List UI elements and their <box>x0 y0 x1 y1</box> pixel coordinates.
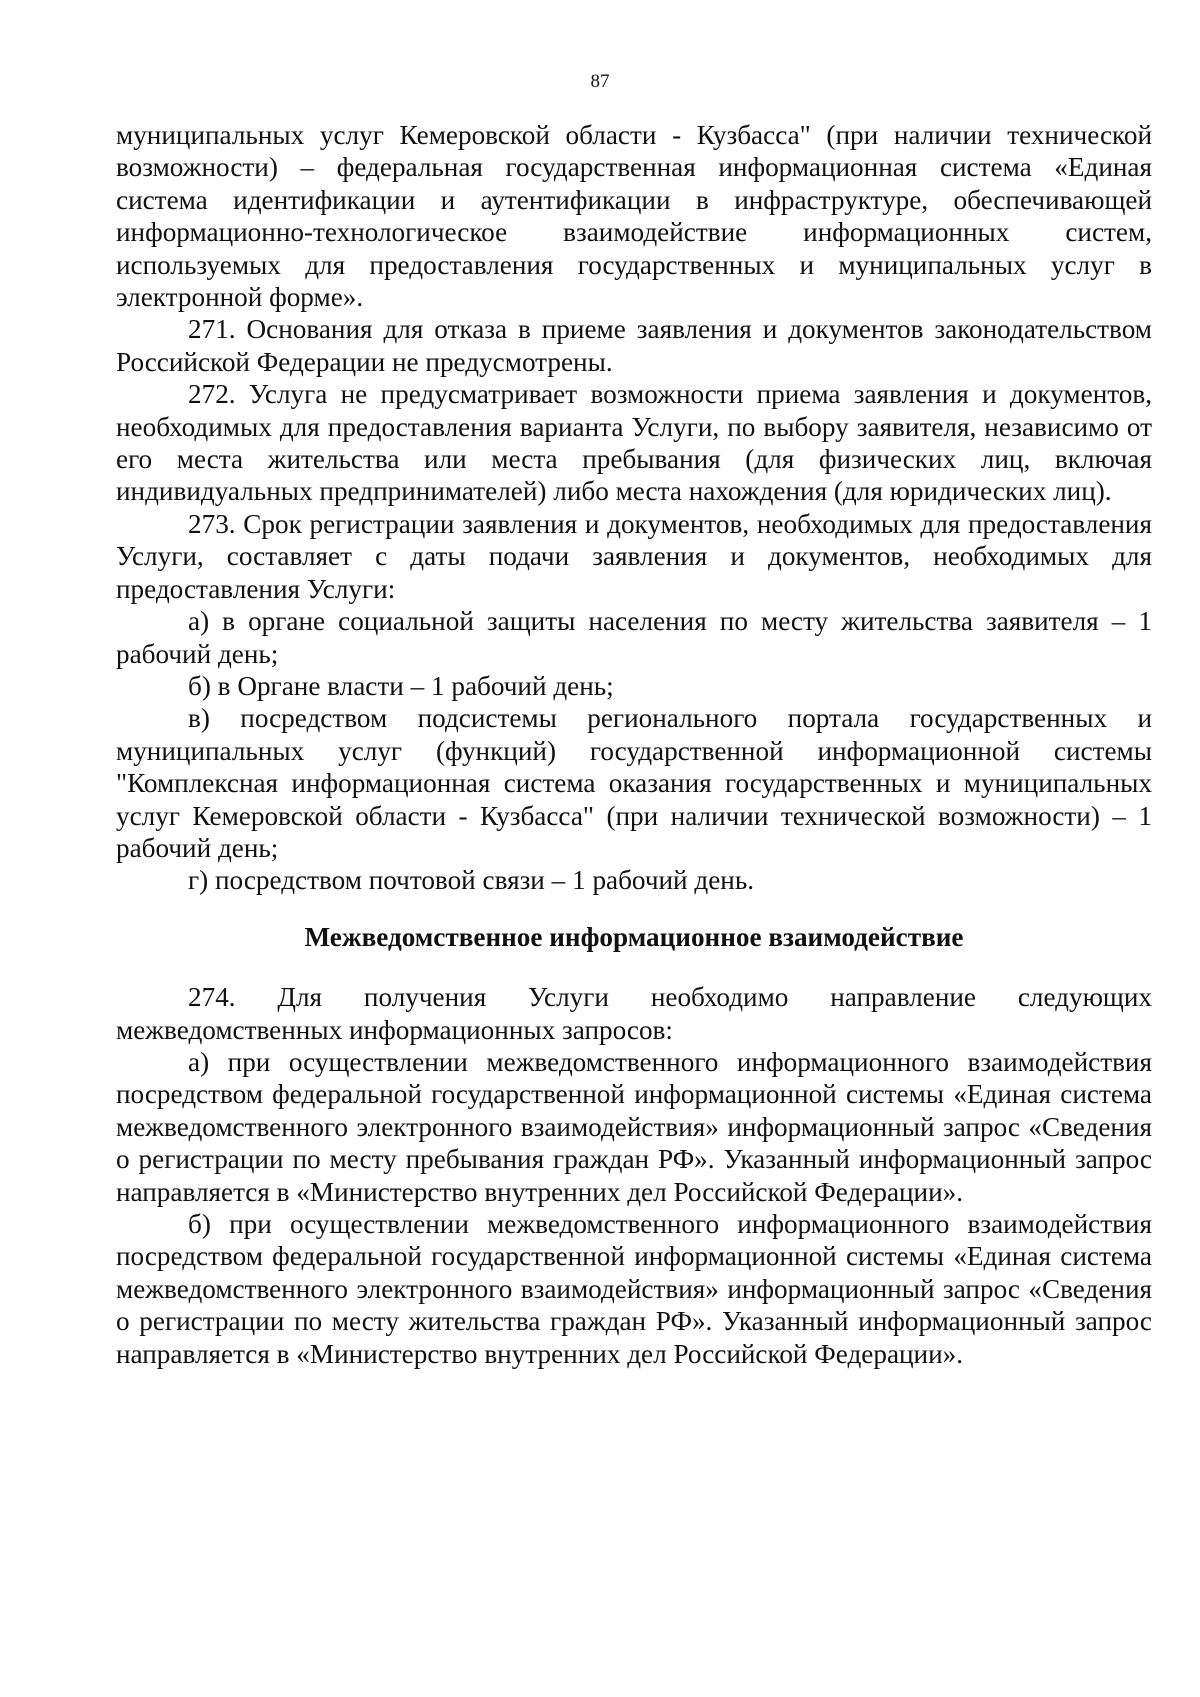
section-heading: Межведомственное информационное взаимодействие <box>304 921 964 952</box>
list-item-b-274: б) при осуществлении межведомственного информационного взаимодействия посредством федеральной государственной информационной системы «Единая система межведомственного электронного взаимодействия» информационный запрос «Сведения о регистрации по месту жительства граждан РФ». Указанный информационный запрос направляется в «Министерство внутренних дел Российской Федерации». <box>116 1209 1152 1369</box>
paragraph-272: 272. Услуга не предусматривает возможности приема заявления и документов, необходимых для предоставления варианта Услуги, по выбору заявителя, независимо от его места жительства или места пребывания (для физических лиц, включая индивидуальных предпринимателей) либо места нахождения (для юридических лиц). <box>116 379 1152 507</box>
paragraph-273: 273. Срок регистрации заявления и документов, необходимых для предоставления Услуги, составляет с даты подачи заявления и документов, необходимых для предоставления Услуги: <box>116 508 1152 604</box>
list-item-a: а) в органе социальной защиты населения по месту жительства заявителя – 1 рабочий день; <box>116 606 1152 669</box>
paragraph-274: 274. Для получения Услуги необходимо направление следующих межведомственных информационных запросов: <box>116 982 1152 1045</box>
list-item-v: в) посредством подсистемы регионального портала государственных и муниципальных услуг (функций) государственной информационной системы "Комплексная информационная система оказания государственных и муниципальных услуг Кемеровской области - Кузбасса" (при наличии технической возможности) – 1 рабочий день; <box>116 703 1152 863</box>
page-number: 87 <box>590 71 610 92</box>
list-item-a-274: а) при осуществлении межведомственного информационного взаимодействия посредством федеральной государственной информационной системы «Единая система межведомственного электронного взаимодействия» информационный запрос «Сведения о регистрации по месту пребывания граждан РФ». Указанный информационный запрос направляется в «Министерство внутренних дел Российской Федерации». <box>116 1046 1152 1207</box>
paragraph-271: 271. Основания для отказа в приеме заявления и документов законодательством Российской Федерации не предусмотрены. <box>116 314 1152 377</box>
list-item-g: г) посредством почтовой связи – 1 рабочий день. <box>188 865 755 896</box>
document-body <box>116 119 1152 1370</box>
list-item-b: б) в Органе власти – 1 рабочий день; <box>188 670 614 701</box>
paragraph-continuation: муниципальных услуг Кемеровской области - Кузбасса" (при наличии технической возможности) – федеральная государственная информационная система «Единая система идентификации и аутентификации в инфраструктуре, обеспечивающей информационно-технологическое взаимодействие информационных систем, используемых для предоставления государственных и муниципальных услуг в электронной форме». <box>116 120 1152 313</box>
